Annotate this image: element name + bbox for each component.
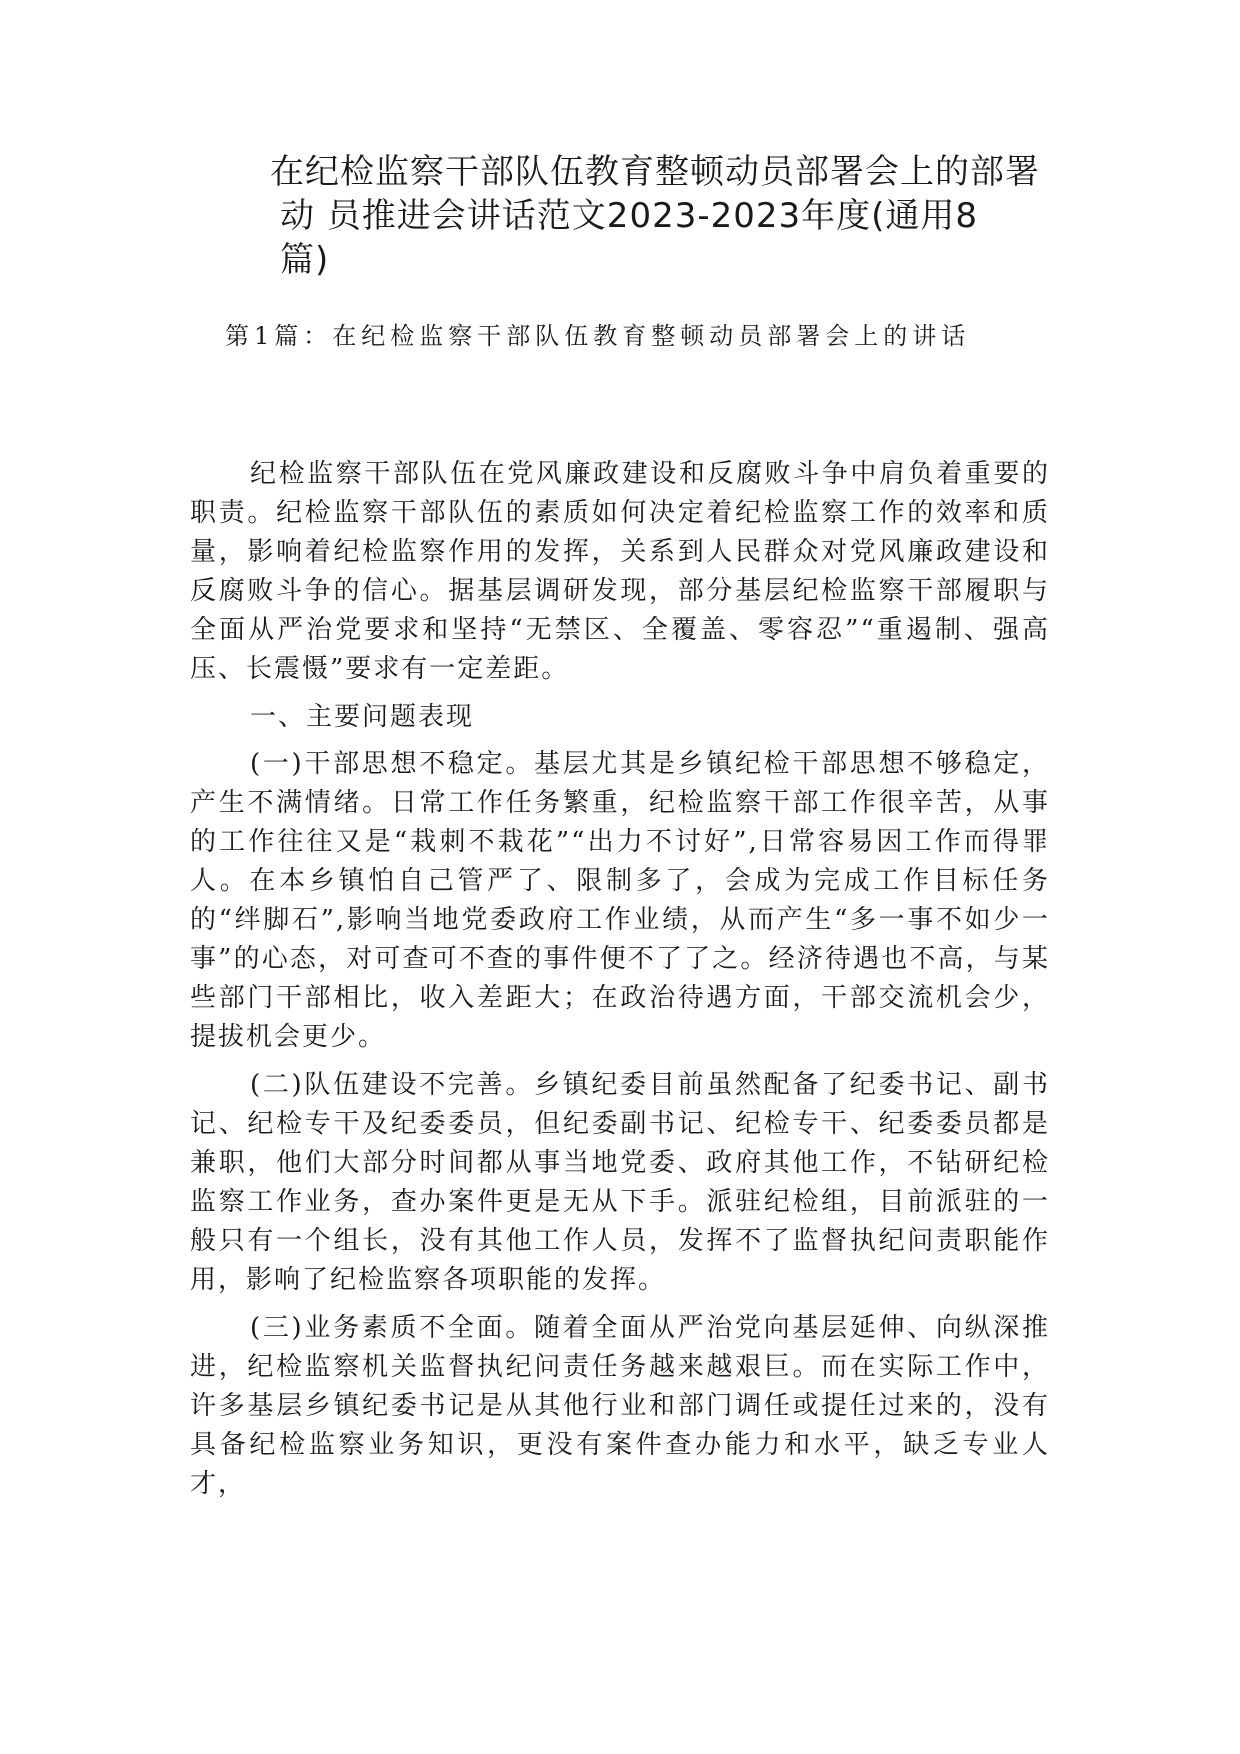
section-title: 第1篇：在纪检监察干部队伍教育整顿动员部署会上的讲话: [225, 322, 971, 350]
document-title: [270, 150, 1040, 282]
paragraph-problem-1: (一)干部思想不稳定。基层尤其是乡镇纪检干部思想不够稳定，产生不满情绪。日常工作任务繁重，纪检监察干部工作很辛苦，从事的工作往往又是“栽刺不栽花”“出力不讨好”,日常容易因工作而得罪人。在本乡镇怕自己管严了、限制多了，会成为完成工作目标任务的“绊脚石”,影响当地党委政府工作业绩，从而产生“多一事不如少一事”的心态，对可查可不查的事件便不了了之。经济待遇也不高，与某些部门干部相比，收入差距大；在政治待遇方面，干部交流机会少，提拔机会更少。: [190, 749, 1050, 1052]
paragraph-intro: 纪检监察干部队伍在党风廉政建设和反腐败斗争中肩负着重要的职责。纪检监察干部队伍的素质如何决定着纪检监察工作的效率和质量，影响着纪检监察作用的发挥，关系到人民群众对党风廉政建设和反腐败斗争的信心。据基层调研发现，部分基层纪检监察干部履职与全面从严治党要求和坚持“无禁区、全覆盖、零容忍”“重遏制、强高压、长震慑”要求有一定差距。: [190, 459, 1050, 684]
title-line-1: 在纪检监察干部队伍教育整顿动员部署会上的部署: [270, 152, 1040, 192]
title-line-3: 篇): [280, 240, 330, 280]
paragraph-problem-2: (二)队伍建设不完善。乡镇纪委目前虽然配备了纪委书记、副书记、纪检专干及纪委委员，但纪委副书记、纪检专干、纪委委员都是兼职，他们大部分时间都从事当地党委、政府其他工作，不钻研纪检监察工作业务，查办案件更是无从下手。派驻纪检组，目前派驻的一般只有一个组长，没有其他工作人员，发挥不了监督执纪问责职能作用，影响了纪检监察各项职能的发挥。: [190, 1070, 1050, 1295]
document-body: [190, 455, 1050, 1513]
heading-main-problems: 一、主要问题表现: [250, 702, 475, 732]
paragraph-problem-3: (三)业务素质不全面。随着全面从严治党向基层延伸、向纵深推进，纪检监察机关监督执纪问责任务越来越艰巨。而在实际工作中，许多基层乡镇纪委书记是从其他行业和部门调任或提任过来的，没有具备纪检监察业务知识，更没有案件查办能力和水平，缺乏专业人才，: [190, 1313, 1050, 1499]
title-line-2: 动 员推进会讲话范文2023-2023年度(通用8: [280, 196, 979, 236]
